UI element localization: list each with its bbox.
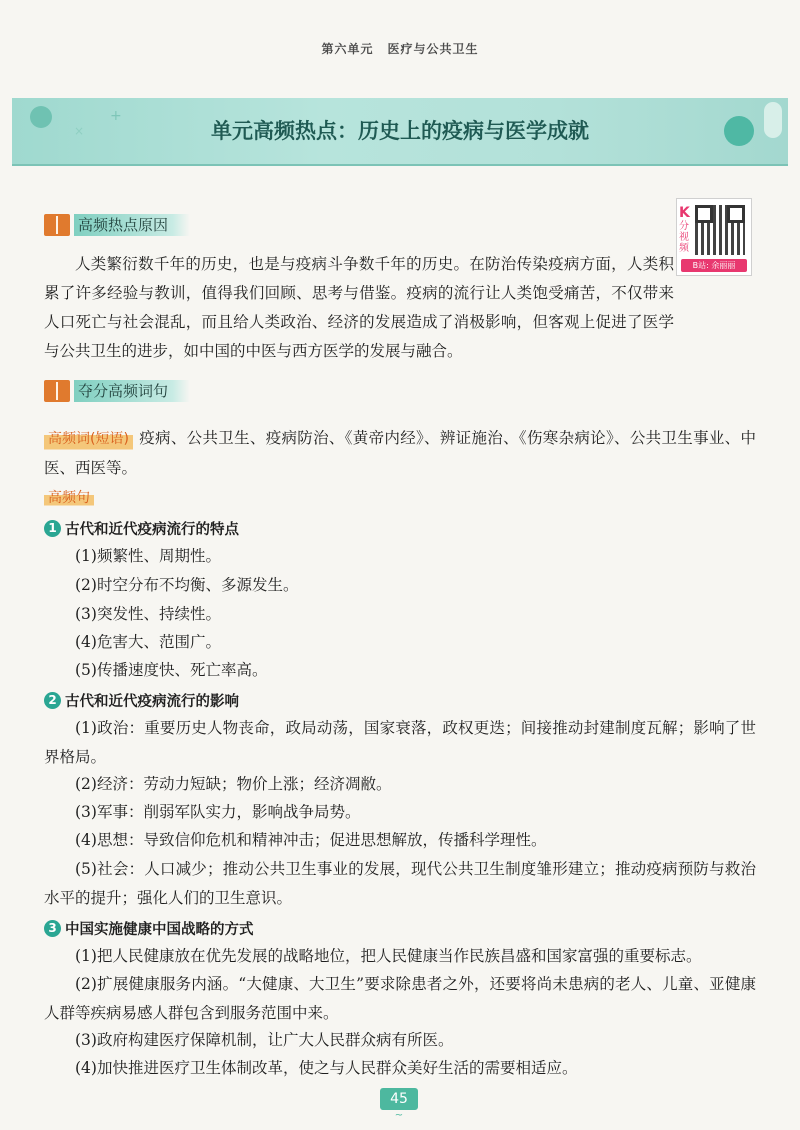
number-badge: 2: [44, 692, 61, 709]
list-item: (3)军事：削弱军队实力，影响战争局势。: [75, 803, 361, 821]
list-item: (1)频繁性、周期性。: [75, 547, 221, 565]
topic-heading: [44, 690, 239, 711]
keywords-paragraph: [44, 424, 756, 483]
book-icon: [44, 214, 70, 236]
section-label: 夺分高频词句: [74, 380, 190, 402]
page-title: 单元高频热点：历史上的疫病与医学成就: [211, 118, 589, 143]
qr-vertical-label: 分视频: [679, 221, 689, 254]
list-item: (3)突发性、持续性。: [75, 605, 221, 623]
qr-code-icon: [695, 205, 745, 255]
list-item: (2)时空分布不均衡、多源发生。: [75, 576, 299, 594]
decor-plus-icon: +: [110, 108, 122, 124]
topic-title: 古代和近代疫病流行的影响: [65, 694, 239, 710]
list-item: (2)扩展健康服务内涵。“大健康、大卫生”要求除患者之外，还要将尚未患病的老人、儿童、亚健康人群等疾病易感人群包含到服务范围中来。: [44, 975, 756, 1022]
keywords-tag: 高频词(短语): [44, 425, 133, 454]
list-item: (1)把人民健康放在优先发展的战略地位，把人民健康当作民族昌盛和国家富强的重要标志。: [75, 947, 702, 965]
unit-number: 第六单元: [321, 42, 374, 56]
reasons-paragraph: 人类繁衍数千年的历史，也是与疫病斗争数千年的历史。在防治传染疫病方面，人类积累了许多经验与教训，值得我们回顾、思考与借鉴。疫病的流行让人类饱受痛苦，不仅带来人口死亡与社会混乱，而且给人类政治、经济的发展造成了消极影响，但客观上促进了医学与公共卫生的进步，如中国的中医与西方医学的发展与融合。: [44, 255, 674, 360]
unit-title: 医疗与公共卫生: [387, 42, 479, 56]
title-banner: [12, 98, 788, 166]
topic-heading: [44, 918, 254, 939]
decor-x-icon: ×: [74, 124, 85, 138]
number-badge: 3: [44, 920, 61, 937]
topic-title: 中国实施健康中国战略的方式: [65, 922, 254, 938]
list-item: (1)政治：重要历史人物丧命，政局动荡，国家衰落，政权更迭；间接推动封建制度瓦解；影响了世界格局。: [44, 719, 756, 766]
list-item: (3)政府构建医疗保障机制，让广大人民群众病有所医。: [75, 1031, 454, 1049]
list-item: (2)经济：劳动力短缺；物价上涨；经济凋敝。: [75, 775, 392, 793]
list-item: (4)思想：导致信仰危机和精神冲击；促进思想解放，传播科学理性。: [75, 831, 547, 849]
bilibili-badge: B站: 余丽丽: [681, 259, 747, 272]
book-icon: [44, 380, 70, 402]
section-label: 高频热点原因: [74, 214, 190, 236]
number-badge: 1: [44, 520, 61, 537]
unit-header: [0, 40, 800, 57]
list-item: (4)危害大、范围广。: [75, 633, 221, 651]
topic-title: 古代和近代疫病流行的特点: [65, 522, 239, 538]
section-tag-reasons: [44, 212, 190, 238]
k-logo-icon: K: [679, 205, 690, 221]
qr-code-panel[interactable]: [676, 198, 752, 276]
keywords-text: 疫病、公共卫生、疫病防治、《黄帝内经》、辨证施治、《伤寒杂病论》、公共卫生事业、中医、西医等。: [44, 429, 756, 477]
list-item: (4)加快推进医疗卫生体制改革，使之与人民群众美好生活的需要相适应。: [75, 1059, 578, 1077]
page-number: 45: [380, 1088, 418, 1110]
topic-heading: [44, 518, 239, 539]
page-decor-icon: ~: [394, 1110, 404, 1121]
list-item: (5)传播速度快、死亡率高。: [75, 661, 268, 679]
list-item: (5)社会：人口减少；推动公共卫生事业的发展，现代公共卫生制度雏形建立；推动疫病预防与救治水平的提升；强化人们的卫生意识。: [44, 860, 756, 907]
sentences-tag: 高频句: [44, 488, 94, 508]
section-tag-key-phrases: [44, 378, 190, 404]
